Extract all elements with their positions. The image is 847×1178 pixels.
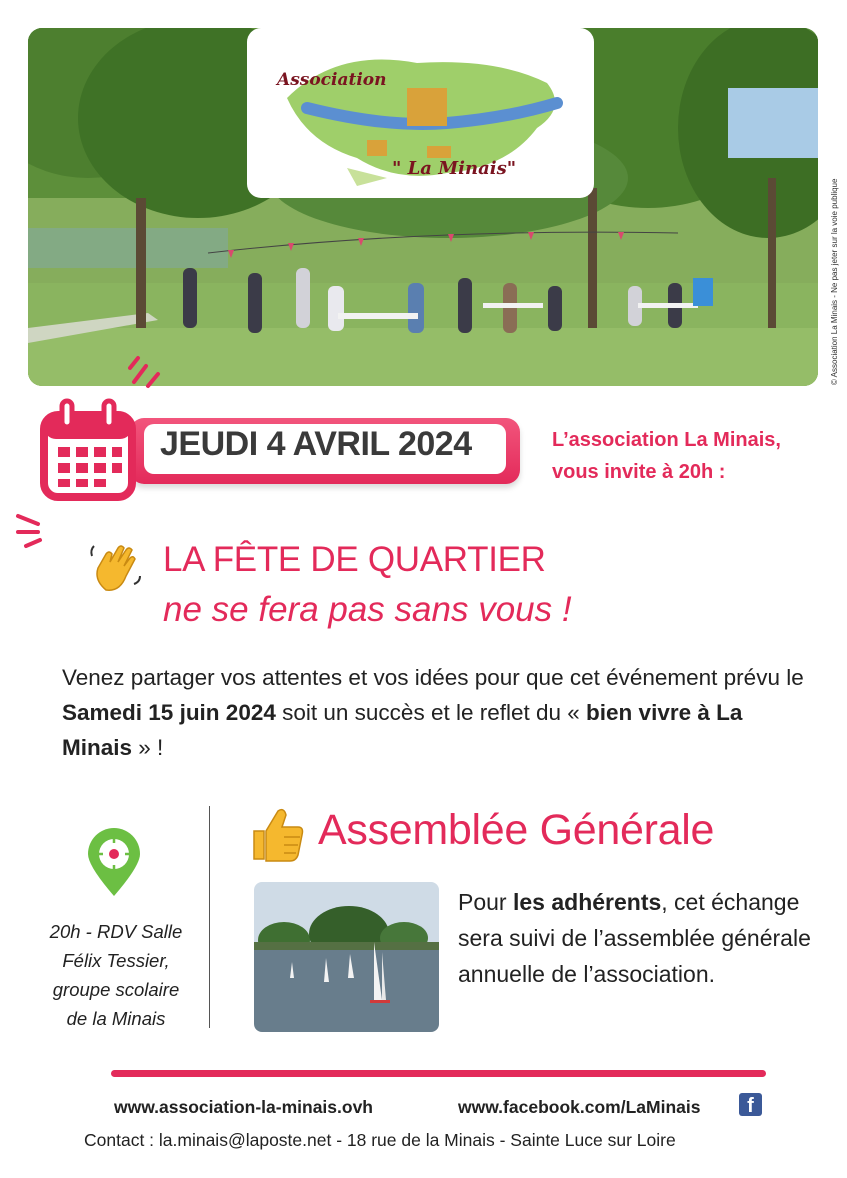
facebook-icon[interactable]: f bbox=[739, 1093, 762, 1116]
thumbs-up-icon bbox=[250, 805, 306, 863]
contact-info: Contact : la.minais@laposte.net - 18 rue de la Minais - Sainte Luce sur Loire bbox=[84, 1130, 676, 1150]
association-logo bbox=[247, 28, 594, 198]
waving-hand-icon bbox=[88, 540, 144, 596]
location-pin-icon bbox=[84, 826, 144, 898]
fete-body-text: Venez partager vos attentes et vos idées pour que cet événement prévu le bbox=[62, 665, 804, 690]
location-line: Félix Tessier, bbox=[62, 950, 170, 971]
assemblee-title: Assemblée Générale bbox=[318, 806, 715, 854]
event-date: JEUDI 4 AVRIL 2024 bbox=[160, 425, 472, 463]
assemblee-description bbox=[458, 884, 818, 992]
copyright-notice: © Association La Minais - Ne pas jeter sur la voie publique bbox=[830, 178, 839, 385]
fete-subtitle: ne se fera pas sans vous ! bbox=[163, 590, 572, 629]
assemblee-body-text: , cet échange sera suivi de l’assemblée générale annuelle de l’association. bbox=[458, 889, 811, 987]
facebook-link[interactable]: www.facebook.com/LaMinais bbox=[458, 1097, 701, 1117]
fete-date-bold: Samedi 15 juin 2024 bbox=[62, 700, 276, 725]
fete-title: LA FÊTE DE QUARTIER bbox=[163, 540, 546, 579]
assemblee-members-bold: les adhérents bbox=[512, 889, 662, 915]
location-line: de la Minais bbox=[66, 1008, 166, 1029]
lake-photo bbox=[254, 882, 439, 1032]
location-line: groupe scolaire bbox=[52, 979, 180, 1000]
event-location bbox=[34, 917, 198, 1033]
logo-text-association: Association bbox=[277, 70, 387, 90]
website-link[interactable]: www.association-la-minais.ovh bbox=[114, 1097, 373, 1117]
fete-body-text: » ! bbox=[132, 735, 164, 760]
invitation-line-2: vous invite à 20h : bbox=[552, 461, 726, 483]
vertical-divider bbox=[209, 806, 210, 1028]
fete-slogan-bold: bien vivre à La Minais bbox=[62, 700, 743, 760]
location-line: 20h - RDV Salle bbox=[49, 921, 183, 942]
invitation-text bbox=[552, 424, 832, 488]
fete-body-text: soit un succès et le reflet du « bbox=[275, 700, 587, 725]
calendar-icon bbox=[36, 395, 141, 505]
burst-decoration-icon bbox=[128, 352, 168, 392]
assemblee-body-text: Pour bbox=[458, 889, 513, 915]
burst-decoration-icon bbox=[12, 502, 52, 552]
fete-description bbox=[62, 660, 812, 765]
footer-divider bbox=[111, 1070, 766, 1077]
invitation-line-1: L’association La Minais, bbox=[552, 429, 781, 451]
logo-text-la-minais: " La Minais" bbox=[392, 158, 517, 179]
